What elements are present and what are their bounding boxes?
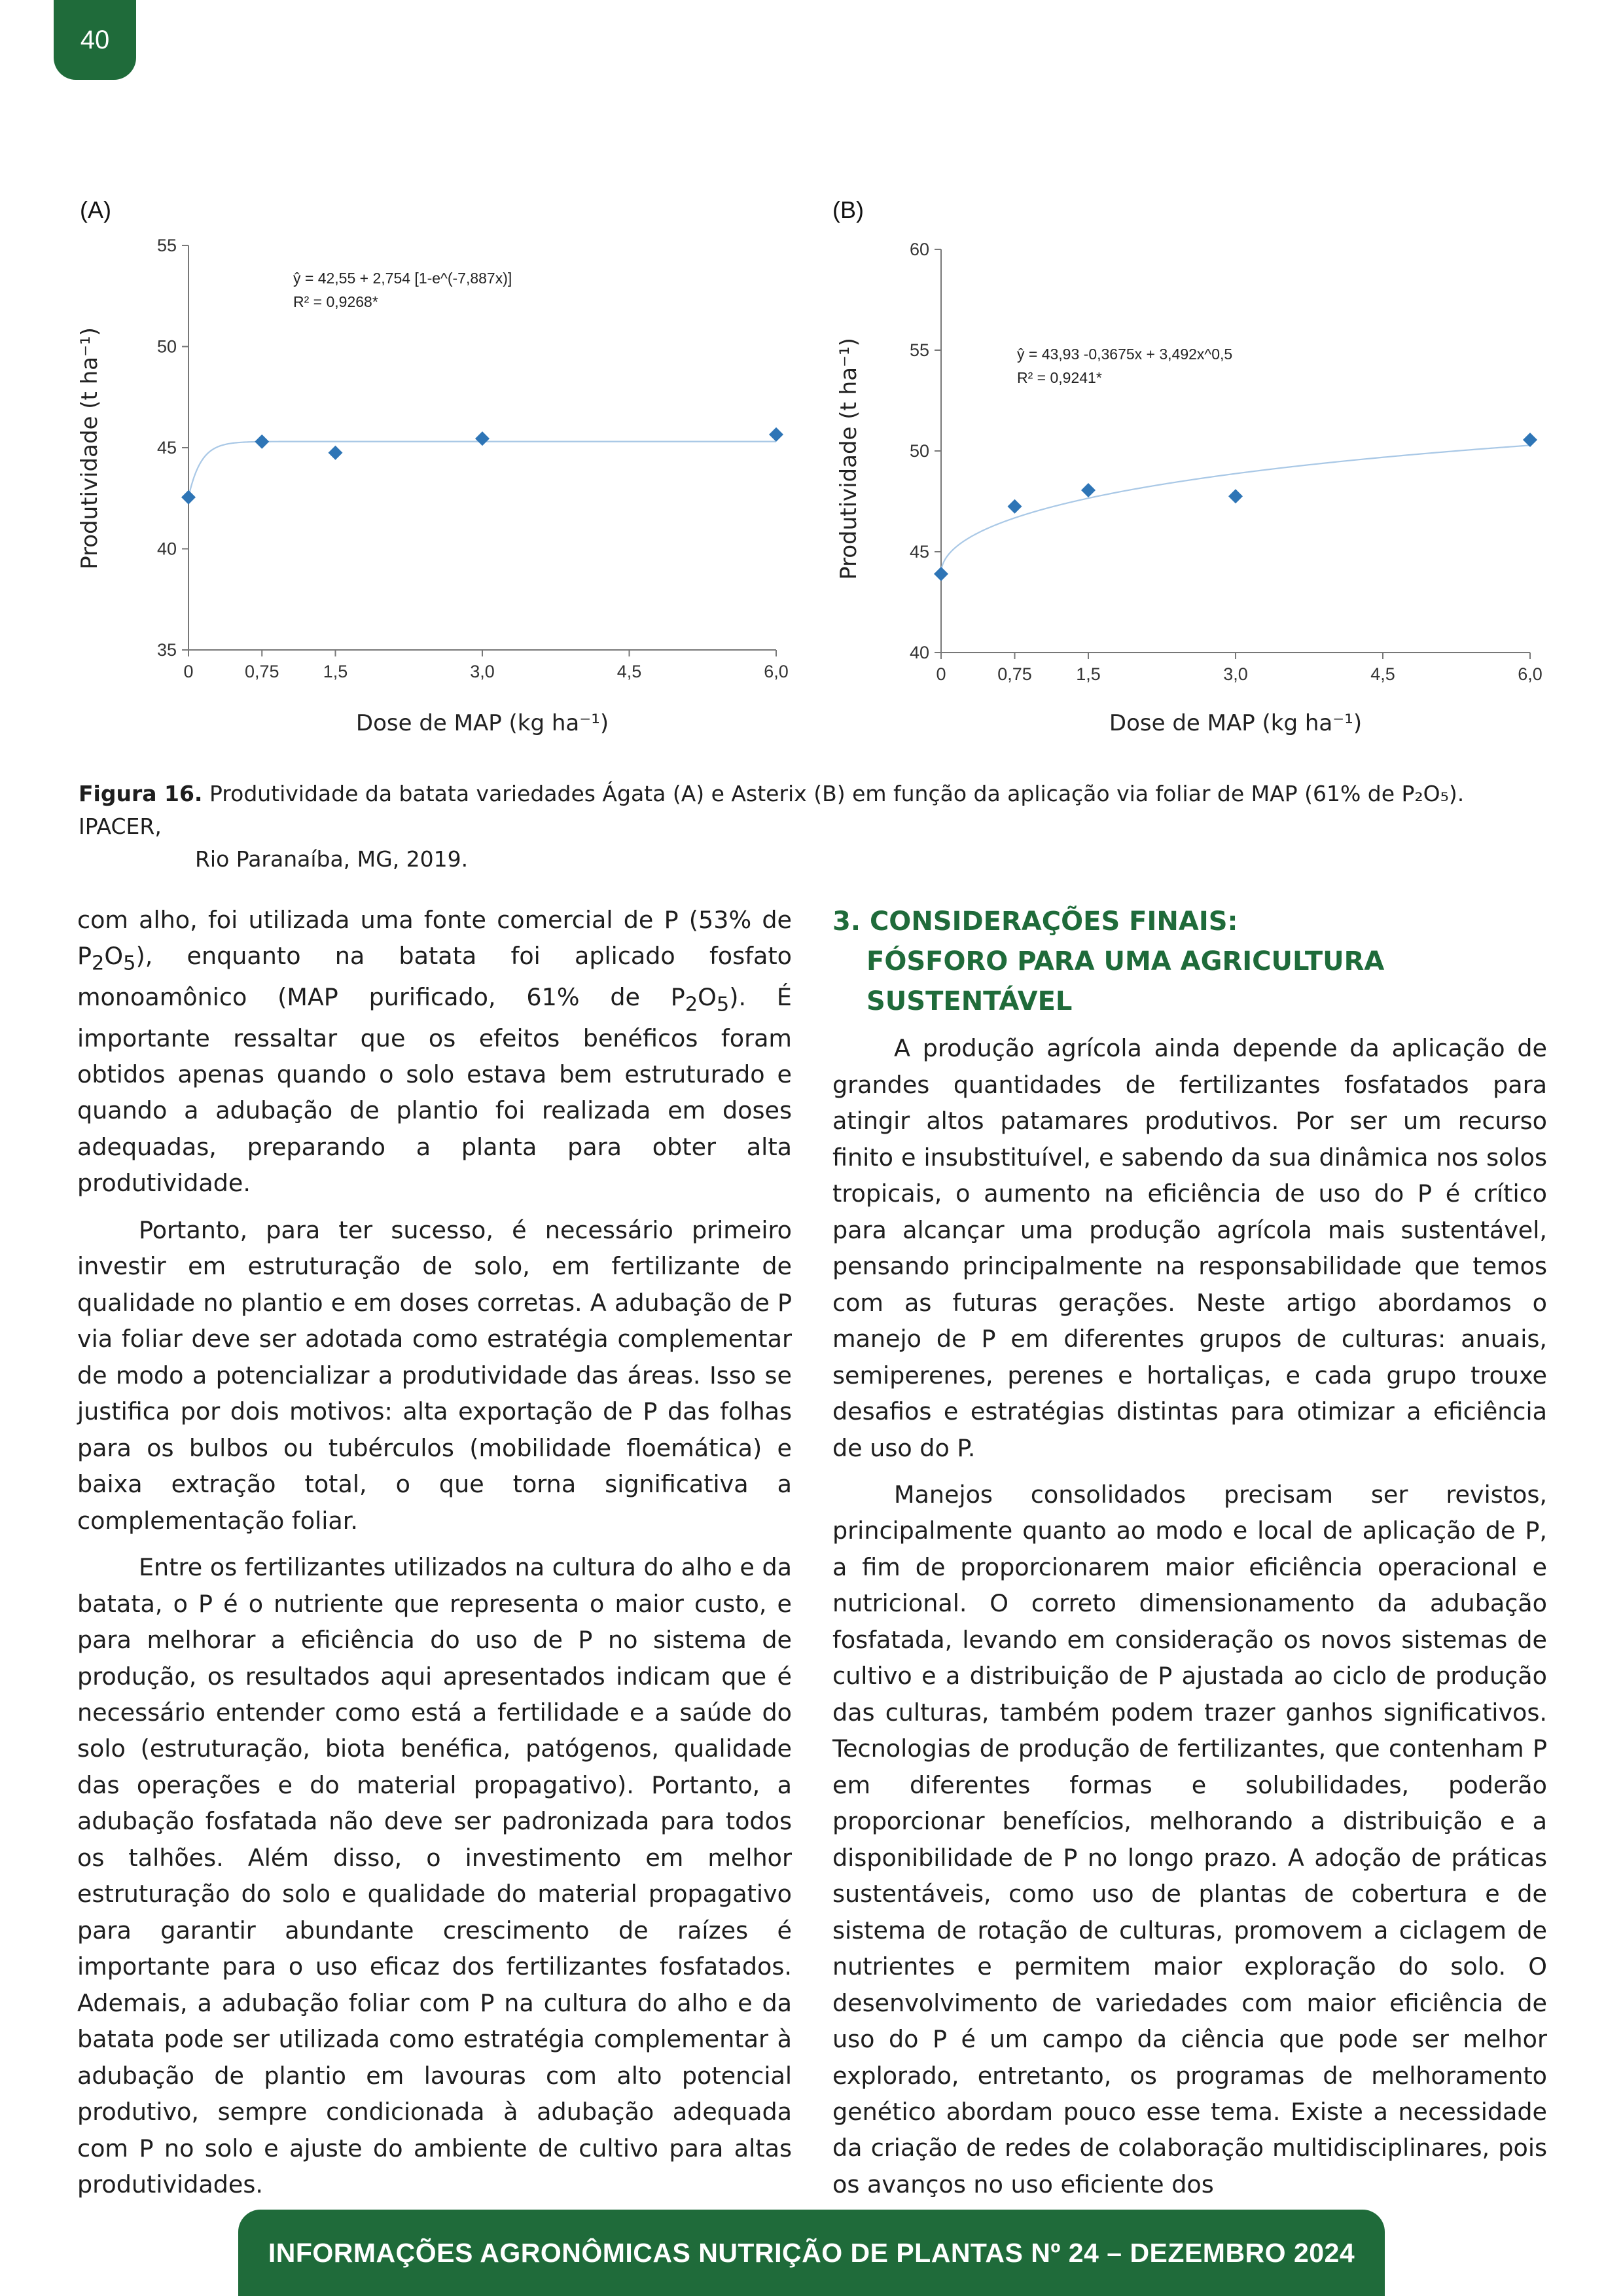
chart-b-x-tick-label: 1,5 bbox=[1076, 664, 1101, 684]
chart-a-r2: R² = 0,9268* bbox=[293, 293, 378, 310]
chart-b-r2: R² = 0,9241* bbox=[1017, 369, 1102, 386]
chart-b-x-tick-label: 6,0 bbox=[1518, 664, 1543, 684]
left-column bbox=[77, 902, 792, 2214]
chart-b bbox=[818, 187, 1571, 749]
chart-a bbox=[65, 187, 818, 749]
chart-a-point bbox=[181, 490, 196, 505]
chart-a-y-tick-label: 55 bbox=[156, 236, 177, 255]
chart-b-point bbox=[934, 567, 948, 581]
footer-bar bbox=[238, 2210, 1385, 2296]
right-paragraph-2: Manejos consolidados precisam ser revistos, principalmente quanto ao modo e local de aplicação de P, a fim de proporcionarem maior eficiência operacional e nutricional. O correto dimensionamento da adubação fosfatada, levando em consideração os novos sistemas de cultivo e a distribuição de P ajustada ao ciclo de produção das culturas, também podem trazer ganhos significativos. Tecnologias de produção de fertilizantes, que contenham P em diferentes formas e solubilidades, poderão proporcionar benefícios, melhorando a distribuição e a disponibilidade de P no longo prazo. A adoção de práticas sustentáveis, como uso de plantas de cobertura e de sistema de rotação de culturas, promovem a ciclagem de nutrientes e permitem maior exploração do solo. O desenvolvimento de variedades com maior eficiência de uso do P é um campo da ciência que pode ser melhor explorado, entretanto, os programas de melhoramento genético abordam pouco esse tema. Existe a necessidade da criação de redes de colaboração multidisciplinares, pois os avanços no uso eficiente dos bbox=[832, 1480, 1547, 2198]
footer-title: INFORMAÇÕES AGRONÔMICAS NUTRIÇÃO DE PLANTAS Nº 24 – DEZEMBRO 2024 bbox=[268, 2237, 1355, 2268]
chart-a-point bbox=[329, 446, 343, 460]
chart-a-equation: ŷ = 42,55 + 2,754 [1-e^(-7,887x)] bbox=[293, 270, 512, 287]
chart-a-y-tick-label: 45 bbox=[156, 438, 177, 457]
chart-b-xlabel: Dose de MAP (kg ha⁻¹) bbox=[1109, 710, 1363, 736]
chart-b-x-ticks bbox=[936, 653, 1542, 684]
chart-b-y-tick-label: 50 bbox=[909, 441, 929, 461]
chart-a-y-tick-label: 40 bbox=[156, 539, 177, 559]
chart-b-x-tick-label: 3,0 bbox=[1223, 664, 1248, 684]
chart-b-panel-label: (B) bbox=[832, 196, 864, 223]
left-paragraph-3: Entre os fertilizantes utilizados na cultura do alho e da batata, o P é o nutriente que representa o maior custo, e para melhorar a eficiência do uso de P no sistema de produção, os resultados aqui apresentados indicam que é necessário entender como está a fertilidade e a saúde do solo (estruturação, biota benéfica, patógenos, qualidade das operações e do material propagativo). Portanto, a adubação fosfatada não deve ser padronizada para todos os talhões. Além disso, o investimento em melhor estruturação do solo e qualidade do material propagativo para garantir abundante crescimento de raízes é importante para o uso eficaz dos fertilizantes fosfatados. Ademais, a adubação foliar com P na cultura do alho e da batata pode ser utilizada como estratégia complementar à adubação de plantio em lavouras com alto potencial produtivo, sempre condicionada à adubação adequada com P no solo e ajuste do ambiente de cultivo para altas produtividades. bbox=[77, 1553, 792, 2199]
chart-b-points bbox=[934, 433, 1537, 581]
chart-b-point bbox=[1008, 499, 1022, 514]
chart-b-x-tick-label: 4,5 bbox=[1370, 664, 1395, 684]
caption-text-2: Rio Paranaíba, MG, 2019. bbox=[195, 846, 469, 872]
chart-b-x-tick-label: 0,75 bbox=[997, 664, 1032, 684]
chart-a-x-tick-label: 0 bbox=[183, 662, 194, 681]
chart-a-x-tick-label: 3,0 bbox=[470, 662, 495, 681]
chart-a-y-ticks bbox=[157, 236, 188, 660]
chart-b-y-tick-label: 55 bbox=[909, 340, 929, 360]
chart-a-point bbox=[475, 431, 490, 446]
page-number: 40 bbox=[54, 0, 136, 80]
figure-caption bbox=[79, 778, 1551, 876]
chart-b-point bbox=[1228, 489, 1243, 503]
chart-a-ylabel: Produtividade (t ha⁻¹) bbox=[77, 327, 103, 569]
chart-b-equation: ŷ = 43,93 -0,3675x + 3,492x^0,5 bbox=[1017, 346, 1233, 363]
chart-a-y-tick-label: 35 bbox=[156, 640, 177, 660]
chart-a-point bbox=[769, 427, 783, 442]
chart-b-point bbox=[1081, 483, 1096, 497]
chart-a-point bbox=[255, 435, 269, 449]
right-paragraph-1: A produção agrícola ainda depende da aplicação de grandes quantidades de fertilizantes fosfatados para atingir altos patamares produtivos. Por ser um recurso finito e insubstituível, e sabendo da sua dinâmica nos solos tropicais, o aumento na eficiência de uso do P é crítico para alcançar uma produção agrícola mais sustentável, pensando principalmente na responsabilidade que temos com as futuras gerações. Neste artigo abordamos o manejo de P em diferentes grupos de culturas: anuais, semiperenes, perenes e hortaliças, e cada grupo trouxe desafios e estratégias distintas para otimizar a eficiência de uso do P. bbox=[832, 1034, 1547, 1462]
chart-a-xlabel: Dose de MAP (kg ha⁻¹) bbox=[355, 710, 609, 736]
chart-a-x-tick-label: 6,0 bbox=[764, 662, 789, 681]
chart-a-axes bbox=[188, 245, 776, 650]
right-column bbox=[832, 902, 1547, 2213]
chart-a-x-tick-label: 1,5 bbox=[323, 662, 348, 681]
caption-label: Figura 16. bbox=[79, 781, 203, 806]
chart-a-panel-label: (A) bbox=[80, 196, 111, 223]
chart-a-fit-line bbox=[188, 442, 776, 497]
chart-a-x-tick-label: 0,75 bbox=[244, 662, 279, 681]
caption-text-1: Produtividade da batata variedades Ágata (A) e Asterix (B) em função da aplicação via foliar de MAP (61% de P₂O₅). IPACER, bbox=[79, 781, 1465, 840]
chart-b-ylabel: Produtividade (t ha⁻¹) bbox=[836, 338, 862, 580]
chart-a-points bbox=[181, 427, 783, 505]
chart-a-x-tick-label: 4,5 bbox=[616, 662, 642, 681]
chart-b-point bbox=[1523, 433, 1537, 447]
chart-b-y-tick-label: 60 bbox=[909, 240, 929, 259]
chart-b-y-ticks bbox=[910, 240, 941, 662]
chart-a-y-tick-label: 50 bbox=[156, 336, 177, 357]
section-title: 3. CONSIDERAÇÕES FINAIS: FÓSFORO PARA UMA AGRICULTURA SUSTENTÁVEL bbox=[832, 906, 1385, 1016]
chart-b-y-tick-label: 45 bbox=[909, 542, 929, 562]
chart-b-x-tick-label: 0 bbox=[936, 664, 946, 684]
chart-b-fit-line bbox=[941, 445, 1530, 573]
chart-a-x-ticks bbox=[183, 650, 788, 681]
left-paragraph-2: Portanto, para ter sucesso, é necessário primeiro investir em estruturação de solo, em fertilizante de qualidade no plantio e em doses corretas. A adubação de P via foliar deve ser adotada como estratégia complementar de modo a potencializar a produtividade das áreas. Isso se justifica por dois motivos: alta exportação de P das folhas para os bulbos ou tubérculos (mobilidade floemática) e baixa extração total, o que torna significativa a complementação foliar. bbox=[77, 1215, 792, 1535]
left-paragraph-1: com alho, foi utilizada uma fonte comercial de P (53% de $P_2O_5$), enquanto na batata foi aplicado fosfato monoamônico (MAP purificado, 61% de $P_2O_5$). É importante ressaltar que os efeitos benéficos foram obtidos apenas quando o solo estava bem estruturado e quando a adubação de plantio foi realizada em doses adequadas, preparando a planta para obter alta produtividade. bbox=[77, 906, 792, 1198]
chart-b-y-tick-label: 40 bbox=[909, 643, 929, 662]
chart-b-axes bbox=[941, 249, 1530, 653]
